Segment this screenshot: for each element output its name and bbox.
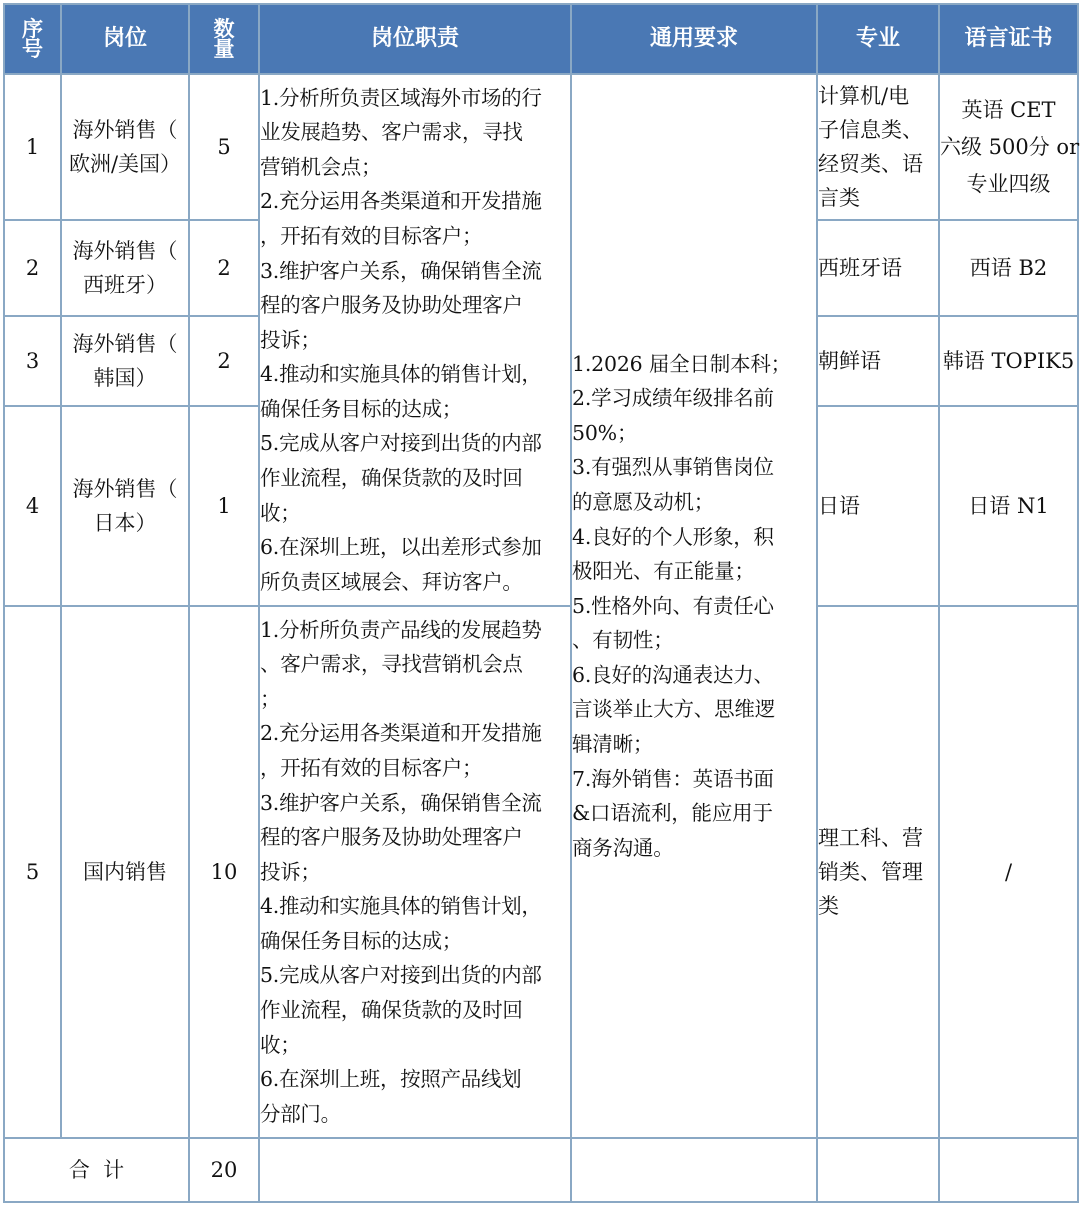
total-row [4, 1138, 1078, 1202]
requirement-line: 6.良好的沟通表达力、 [572, 662, 774, 687]
language-line: 专业四级 [966, 171, 1051, 196]
duty-line: 2.充分运用各类渠道和开发措施 [260, 189, 542, 214]
header-row [4, 4, 1078, 74]
count-cell: 2 [189, 220, 259, 316]
requirement-line: 5.性格外向、有责任心 [572, 593, 774, 618]
seq-cell: 2 [4, 220, 61, 316]
position-line: 西班牙） [83, 273, 167, 297]
seq-cell: 3 [4, 316, 61, 406]
header-language-cert: 语言证书 [939, 4, 1078, 74]
header-count-line: 数 [213, 16, 235, 41]
count-cell: 5 [189, 74, 259, 220]
duty-line: 作业流程，确保货款的及时回 [260, 998, 523, 1023]
major-cell [817, 606, 939, 1138]
header-general-requirements: 通用要求 [571, 4, 817, 74]
requirement-line: 辑清晰； [572, 732, 654, 757]
language-line: 西语 B2 [969, 255, 1048, 280]
count-cell: 2 [189, 316, 259, 406]
duty-line: 程的客户服务及协助处理客户 [260, 825, 523, 850]
header-position: 岗位 [61, 4, 189, 74]
duty-line: ； [260, 686, 281, 711]
duty-line: 3.维护客户关系，确保销售全流 [260, 258, 542, 283]
language-cell [939, 406, 1078, 606]
requirement-line: 极阳光、有正能量； [572, 559, 755, 584]
header-seq [4, 4, 61, 74]
table-row [4, 606, 1078, 1138]
major-line: 朝鲜语 [818, 349, 881, 373]
duty-line: 6.在深圳上班，按照产品线划 [260, 1067, 522, 1092]
major-line: 销类、管理 [818, 860, 923, 884]
major-cell [817, 316, 939, 406]
requirement-line: 1.2026 届全日制本科； [572, 351, 791, 376]
requirement-line: &口语流利，能应用于 [572, 801, 773, 826]
general-requirements-cell [571, 74, 817, 1138]
duty-line: 投诉； [260, 859, 321, 884]
major-line: 言类 [818, 186, 860, 210]
major-line: 西班牙语 [818, 256, 902, 280]
position-cell [61, 220, 189, 316]
header-seq-line: 号 [22, 36, 43, 61]
position-line: 海外销售（ [72, 477, 178, 501]
language-line: / [1004, 859, 1013, 884]
major-line: 日语 [818, 494, 860, 518]
duty-line: 确保任务目标的达成； [260, 928, 462, 953]
duty-line: 5.完成从客户对接到出货的内部 [260, 431, 542, 456]
total-empty-cell [939, 1138, 1078, 1202]
position-line: 海外销售（ [72, 332, 178, 356]
total-count: 20 [189, 1138, 259, 1202]
language-cell [939, 220, 1078, 316]
duty-line: 3.维护客户关系，确保销售全流 [260, 790, 542, 815]
requirement-line: 7.海外销售：英语书面 [572, 766, 774, 791]
requirement-line: 2.学习成绩年级排名前 [572, 386, 774, 411]
header-major: 专业 [817, 4, 939, 74]
seq-cell: 5 [4, 606, 61, 1138]
major-cell [817, 406, 939, 606]
table-row [4, 74, 1078, 220]
language-line: 六级 500分 or [940, 134, 1080, 159]
major-cell [817, 220, 939, 316]
duty-line: 投诉； [260, 327, 321, 352]
duty-line: 、客户需求，寻找营销机会点 [260, 652, 523, 677]
requirement-line: 言谈举止大方、思维逻 [572, 697, 775, 722]
major-line: 子信息类、 [818, 118, 923, 142]
position-cell [61, 406, 189, 606]
position-line: 海外销售（ [72, 239, 178, 263]
position-line: 韩国） [93, 366, 157, 390]
language-line: 英语 CET [961, 97, 1056, 122]
language-line: 日语 N1 [968, 493, 1049, 518]
duties-domestic-cell [259, 606, 571, 1138]
count-cell: 1 [189, 406, 259, 606]
header-duties: 岗位职责 [259, 4, 571, 74]
duty-line: 6.在深圳上班，以出差形式参加 [260, 535, 542, 560]
major-cell [817, 74, 939, 220]
duty-line: ，开拓有效的目标客户； [260, 755, 483, 780]
duty-line: 确保任务目标的达成； [260, 396, 462, 421]
duty-line: 4.推动和实施具体的销售计划， [260, 362, 542, 387]
language-cell [939, 316, 1078, 406]
duty-line: 程的客户服务及协助处理客户 [260, 293, 523, 318]
header-count-line: 量 [213, 36, 235, 61]
duty-line: 2.充分运用各类渠道和开发措施 [260, 721, 542, 746]
duty-line: 业发展趋势、客户需求，寻找 [260, 120, 523, 145]
language-cell [939, 606, 1078, 1138]
duty-line: 收； [260, 500, 301, 525]
position-line: 国内销售 [83, 860, 167, 884]
major-line: 经贸类、语 [818, 152, 923, 176]
requirement-line: 的意愿及动机； [572, 489, 715, 514]
duty-line: 营销机会点； [260, 154, 382, 179]
duty-line: 所负责区域展会、拜访客户。 [260, 569, 523, 594]
duty-line: 收； [260, 1032, 301, 1057]
total-empty-cell [817, 1138, 939, 1202]
duty-line: ，开拓有效的目标客户； [260, 223, 483, 248]
duty-line: 4.推动和实施具体的销售计划， [260, 894, 542, 919]
job-table [3, 3, 1079, 1203]
duty-line: 作业流程，确保货款的及时回 [260, 466, 523, 491]
position-line: 日本） [93, 511, 157, 535]
requirement-line: 50%； [572, 420, 638, 445]
count-cell: 10 [189, 606, 259, 1138]
requirement-line: 、有韧性； [572, 628, 674, 653]
duty-line: 5.完成从客户对接到出货的内部 [260, 963, 542, 988]
position-line: 欧洲/美国） [68, 152, 182, 176]
position-cell [61, 74, 189, 220]
position-cell [61, 606, 189, 1138]
position-line: 海外销售（ [72, 118, 178, 142]
requirement-line: 4.良好的个人形象，积 [572, 524, 774, 549]
major-line: 计算机/电 [818, 84, 910, 108]
major-line: 类 [818, 894, 839, 918]
total-empty-cell [571, 1138, 817, 1202]
major-line: 理工科、营 [818, 826, 923, 850]
duties-overseas-cell [259, 74, 571, 606]
position-cell [61, 316, 189, 406]
total-label: 合 计 [4, 1138, 189, 1202]
seq-cell: 1 [4, 74, 61, 220]
language-line: 韩语 TOPIK5 [942, 348, 1075, 373]
header-count [189, 4, 259, 74]
duty-line: 1.分析所负责产品线的发展趋势 [260, 617, 542, 642]
total-empty-cell [259, 1138, 571, 1202]
requirement-line: 3.有强烈从事销售岗位 [572, 455, 774, 480]
header-seq-line: 序 [22, 16, 43, 41]
duty-line: 1.分析所负责区域海外市场的行 [260, 85, 542, 110]
duty-line: 分部门。 [260, 1101, 341, 1126]
requirement-line: 商务沟通。 [572, 835, 674, 860]
language-cell [939, 74, 1078, 220]
seq-cell: 4 [4, 406, 61, 606]
